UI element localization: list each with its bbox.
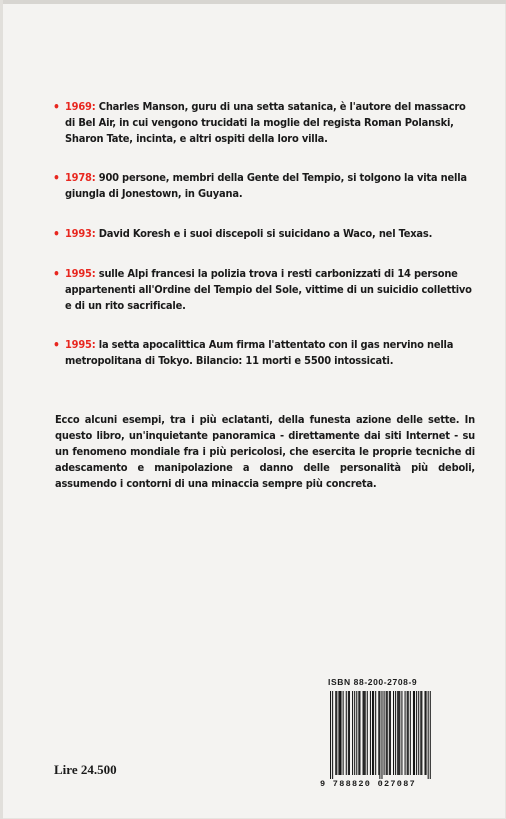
bullet-dot-icon: •	[53, 338, 60, 352]
barcode-bar	[348, 691, 349, 775]
event-text-block	[65, 266, 473, 314]
event-description: 900 persone, membri della Gente del Tempio, si tolgono la vita nella giungla di Jonestown, in Guyana.	[65, 171, 467, 200]
barcode-bar	[363, 691, 364, 775]
barcode-bar	[430, 691, 431, 779]
bullet-dot-icon: •	[53, 227, 60, 241]
barcode-bar	[341, 691, 342, 775]
barcode-bar	[349, 691, 350, 775]
barcode-bar	[343, 691, 344, 775]
barcode-bar	[421, 691, 422, 775]
barcode-bar	[408, 691, 409, 775]
barcode-bar	[395, 691, 396, 775]
barcode-bar	[390, 691, 391, 775]
barcode-bar	[379, 691, 380, 779]
ean-digits: 9 788820 027087	[320, 779, 417, 789]
barcode-bar	[332, 691, 333, 779]
barcode-bar	[381, 691, 382, 779]
barcode-bar	[425, 691, 426, 775]
barcode-bar	[398, 691, 399, 775]
event-year: 1993:	[65, 227, 96, 240]
barcode-bar	[354, 691, 355, 775]
event-item	[53, 99, 473, 147]
event-text-block	[65, 226, 473, 242]
barcode-bar	[330, 691, 331, 779]
barcode-bar	[378, 691, 379, 775]
event-description: sulle Alpi francesi la polizia trova i resti carbonizzati di 14 persone appartenenti all'Ordine del Tempio del Sole, vittime di un suicidio collettivo e di un rito sacrificale.	[65, 267, 472, 312]
book-blurb: Ecco alcuni esempi, tra i più eclatanti, della funesta azione delle sette. In questo libro, un'inquietante panoramica - direttamente dai siti Internet - su un fenomeno mondiale fra i più pericolosi, che esercita le proprie tecniche di adescamento e manipolazione a danno delle personalità più deboli, assumendo i contorni di una minaccia sempre più concreta.	[55, 413, 475, 490]
event-text-block	[65, 337, 473, 369]
barcode-bar	[399, 691, 400, 775]
event-text-block	[65, 99, 473, 147]
barcode-bar	[407, 691, 408, 775]
barcode-bar	[352, 691, 353, 775]
barcode-bar	[405, 691, 406, 775]
barcode-bar	[356, 691, 357, 775]
event-year: 1969:	[65, 100, 96, 113]
barcode-bar	[338, 691, 339, 775]
barcode-bar	[336, 691, 337, 775]
barcode-bar	[426, 691, 427, 775]
barcode-bar	[370, 691, 371, 775]
event-year: 1995:	[65, 338, 96, 351]
barcode-bar	[364, 691, 365, 775]
barcode-graphic	[328, 691, 432, 779]
barcode-bar	[413, 691, 414, 775]
bullet-dot-icon: •	[53, 100, 60, 114]
barcode-bar	[373, 691, 374, 775]
barcode-bar	[339, 691, 340, 775]
event-description: Charles Manson, guru di una setta satanica, è l'autore del massacro di Bel Air, in cui vengono trucidati la moglie del regista Roman Polanski, Sharon Tate, incinta, e altri ospiti della loro villa.	[65, 100, 466, 145]
event-item	[53, 337, 473, 369]
event-item	[53, 266, 473, 314]
event-item	[53, 226, 473, 242]
barcode-bar	[418, 691, 419, 775]
event-description: David Koresh e i suoi discepoli si suicidano a Waco, nel Texas.	[95, 227, 433, 240]
bullet-dot-icon: •	[53, 171, 60, 185]
event-item	[53, 170, 473, 202]
cover-top-edge	[0, 0, 506, 4]
barcode-bar	[359, 691, 360, 775]
barcode-bar	[414, 691, 415, 775]
barcode-block	[320, 677, 438, 791]
isbn-label: ISBN 88-200-2708-9	[328, 677, 418, 687]
barcode-bar	[367, 691, 368, 775]
barcode-bar	[335, 691, 336, 775]
barcode-bar	[372, 691, 373, 775]
price-label: Lire 24.500	[54, 762, 117, 777]
barcode-bar	[389, 691, 390, 775]
event-text-block	[65, 170, 473, 202]
barcode-bar	[387, 691, 388, 775]
barcode-bar	[401, 691, 402, 775]
event-description: la setta apocalittica Aum firma l'attentato con il gas nervino nella metropolitana di Tokyo. Bilancio: 11 morti e 5500 intossicati.	[65, 338, 454, 367]
barcode-bar	[346, 691, 347, 775]
barcode-bar	[397, 691, 398, 775]
barcode-bar	[416, 691, 417, 775]
barcode-bar	[386, 691, 387, 775]
barcode-bar	[365, 691, 366, 775]
cover-left-edge	[0, 0, 3, 819]
barcode-bar	[428, 691, 429, 779]
barcode-bar	[375, 691, 376, 775]
barcode-bar	[358, 691, 359, 775]
barcode-bar	[384, 691, 385, 775]
event-year: 1978:	[65, 171, 96, 184]
events-list	[53, 99, 473, 369]
barcode-bar	[393, 691, 394, 775]
event-year: 1995:	[65, 267, 96, 280]
barcode-bar	[420, 691, 421, 775]
bullet-dot-icon: •	[53, 267, 60, 281]
barcode-bar	[410, 691, 411, 775]
